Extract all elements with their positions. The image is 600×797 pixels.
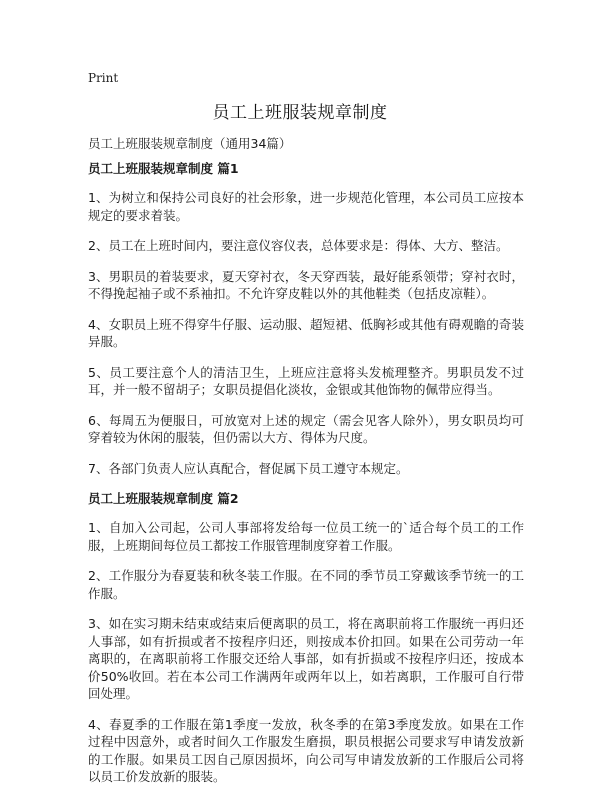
page-title: 员工上班服装规章制度	[212, 103, 388, 123]
paragraph: 1、自加入公司起，公司人事部将发给每一位员工统一的`适合每个员工的工作服，上班期间每位员工都按工作服管理制度穿着工作服。	[88, 520, 524, 553]
paragraph: 2、员工在上班时间内，要注意仪容仪表，总体要求是：得体、大方、整洁。	[88, 238, 509, 253]
section-heading: 员工上班服装规章制度 篇1	[88, 161, 239, 176]
paragraph: 2、工作服分为春夏装和秋冬装工作服。在不同的季节员工穿戴该季节统一的工作服。	[88, 568, 524, 601]
paragraph: 5、员工要注意个人的清洁卫生，上班应注意将头发梳理整齐。男职员发不过耳，并一般不留胡子；女职员提倡化淡妆，金银或其他饰物的佩带应得当。	[88, 364, 524, 397]
document-body	[88, 160, 524, 797]
paragraph: 3、如在实习期未结束或结束后便离职的员工，将在离职前将工作服统一再归还人事部，如有折损或者不按程序归还，则按成本价扣回。如果在公司劳动一年离职的，在离职前将工作服交还给人事部，如有折损或不按程序归还，按成本价50%收回。若在本公司工作满两年或两年以上，如若离职，工作服可自行带回处理。	[88, 616, 524, 701]
document-subtitle: 员工上班服装规章制度（通用34篇）	[88, 136, 292, 151]
paragraph: 1、为树立和保持公司良好的社会形象，进一步规范化管理，本公司员工应按本规定的要求着装。	[88, 190, 524, 223]
section-heading: 员工上班服装规章制度 篇2	[88, 491, 239, 506]
paragraph: 4、春夏季的工作服在第1季度一发放，秋冬季的在第3季度发放。如果在工作过程中因意外，或者时间久工作服发生磨损，职员根据公司要求写申请发放新的工作服。如果员工因自己原因损坏，向公司写申请发放新的工作服后公司将以员工价发放新的服装。	[88, 716, 524, 784]
print-link[interactable]: Print	[88, 71, 119, 85]
paragraph: 7、各部门负责人应认真配合，督促属下员工遵守本规定。	[88, 460, 409, 476]
paragraph: 6、每周五为便服日，可放宽对上述的规定（需会见客人除外），男女职员均可穿着较为休闲的服装，但仍需以大方、得体为尺度。	[88, 412, 524, 445]
paragraph: 4、女职员上班不得穿牛仔服、运动服、超短裙、低胸衫或其他有碍观瞻的奇装异服。	[88, 316, 524, 349]
paragraph: 3、男职员的着装要求，夏天穿衬衣，冬天穿西装，最好能系领带；穿衬衣时，不得挽起袖子或不系袖扣。不允许穿皮鞋以外的其他鞋类（包括皮凉鞋）。	[88, 268, 524, 301]
